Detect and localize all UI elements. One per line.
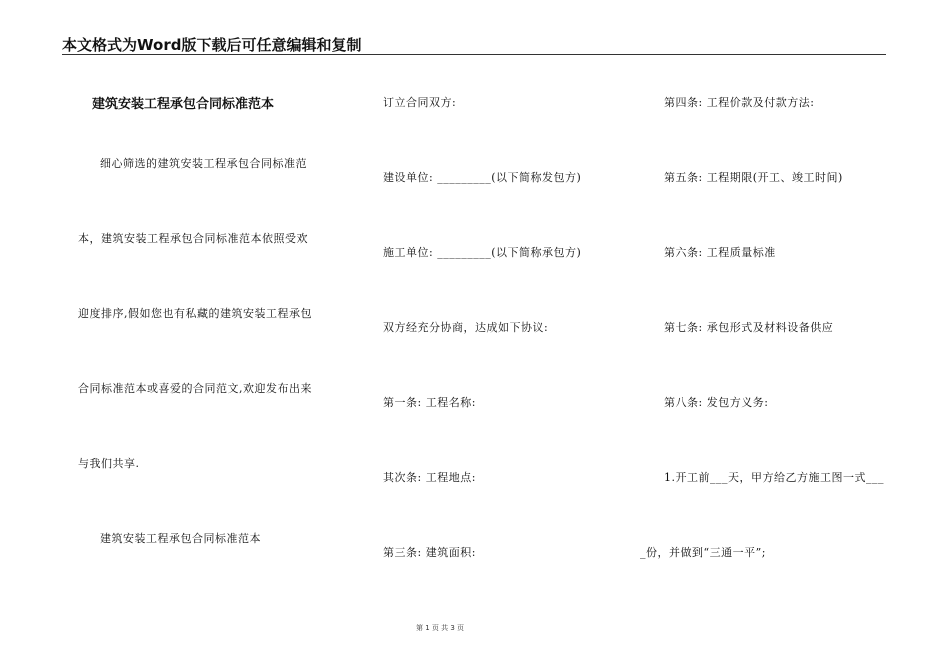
document-header: 本文格式为Word版下载后可任意编辑和复制	[62, 36, 362, 54]
contractor-line: 施工单位: _________(以下简称承包方)	[383, 246, 582, 259]
article-1: 第一条: 工程名称:	[383, 396, 476, 409]
page-footer: 第 1 页 共 3 页	[415, 624, 465, 632]
article-8: 第八条: 发包方义务:	[664, 396, 769, 409]
article-5: 第五条: 工程期限(开工、竣工时间)	[664, 171, 843, 184]
article-7: 第七条: 承包形式及材料设备供应	[664, 321, 834, 334]
paragraph-line: 细心筛选的建筑安装工程承包合同标准范	[100, 157, 307, 170]
clause-line: _份，并做到“三通一平”;	[640, 546, 766, 559]
clause-line: 1.开工前___天，甲方给乙方施工图一式___	[664, 471, 884, 484]
article-3: 第三条: 建筑面积:	[383, 546, 476, 559]
document-title: 建筑安装工程承包合同标准范本	[92, 97, 275, 112]
paragraph-line: 合同标准范本或喜爱的合同范文,欢迎发布出来	[78, 382, 312, 395]
agreement-line: 双方经充分协商，达成如下协议:	[383, 321, 549, 334]
article-4: 第四条: 工程价款及付款方法:	[664, 96, 815, 109]
paragraph-line: 与我们共享.	[78, 457, 140, 470]
header-divider	[62, 54, 886, 55]
employer-line: 建设单位: _________(以下简称发包方)	[383, 171, 582, 184]
paragraph-line: 迎度排序,假如您也有私藏的建筑安装工程承包	[78, 307, 312, 320]
paragraph-line: 本，建筑安装工程承包合同标准范本依照受欢	[78, 232, 308, 245]
subtitle-line: 建筑安装工程承包合同标准范本	[100, 532, 261, 545]
article-6: 第六条: 工程质量标准	[664, 246, 776, 259]
article-2: 其次条: 工程地点:	[383, 471, 476, 484]
contract-parties-label: 订立合同双方:	[383, 96, 457, 109]
